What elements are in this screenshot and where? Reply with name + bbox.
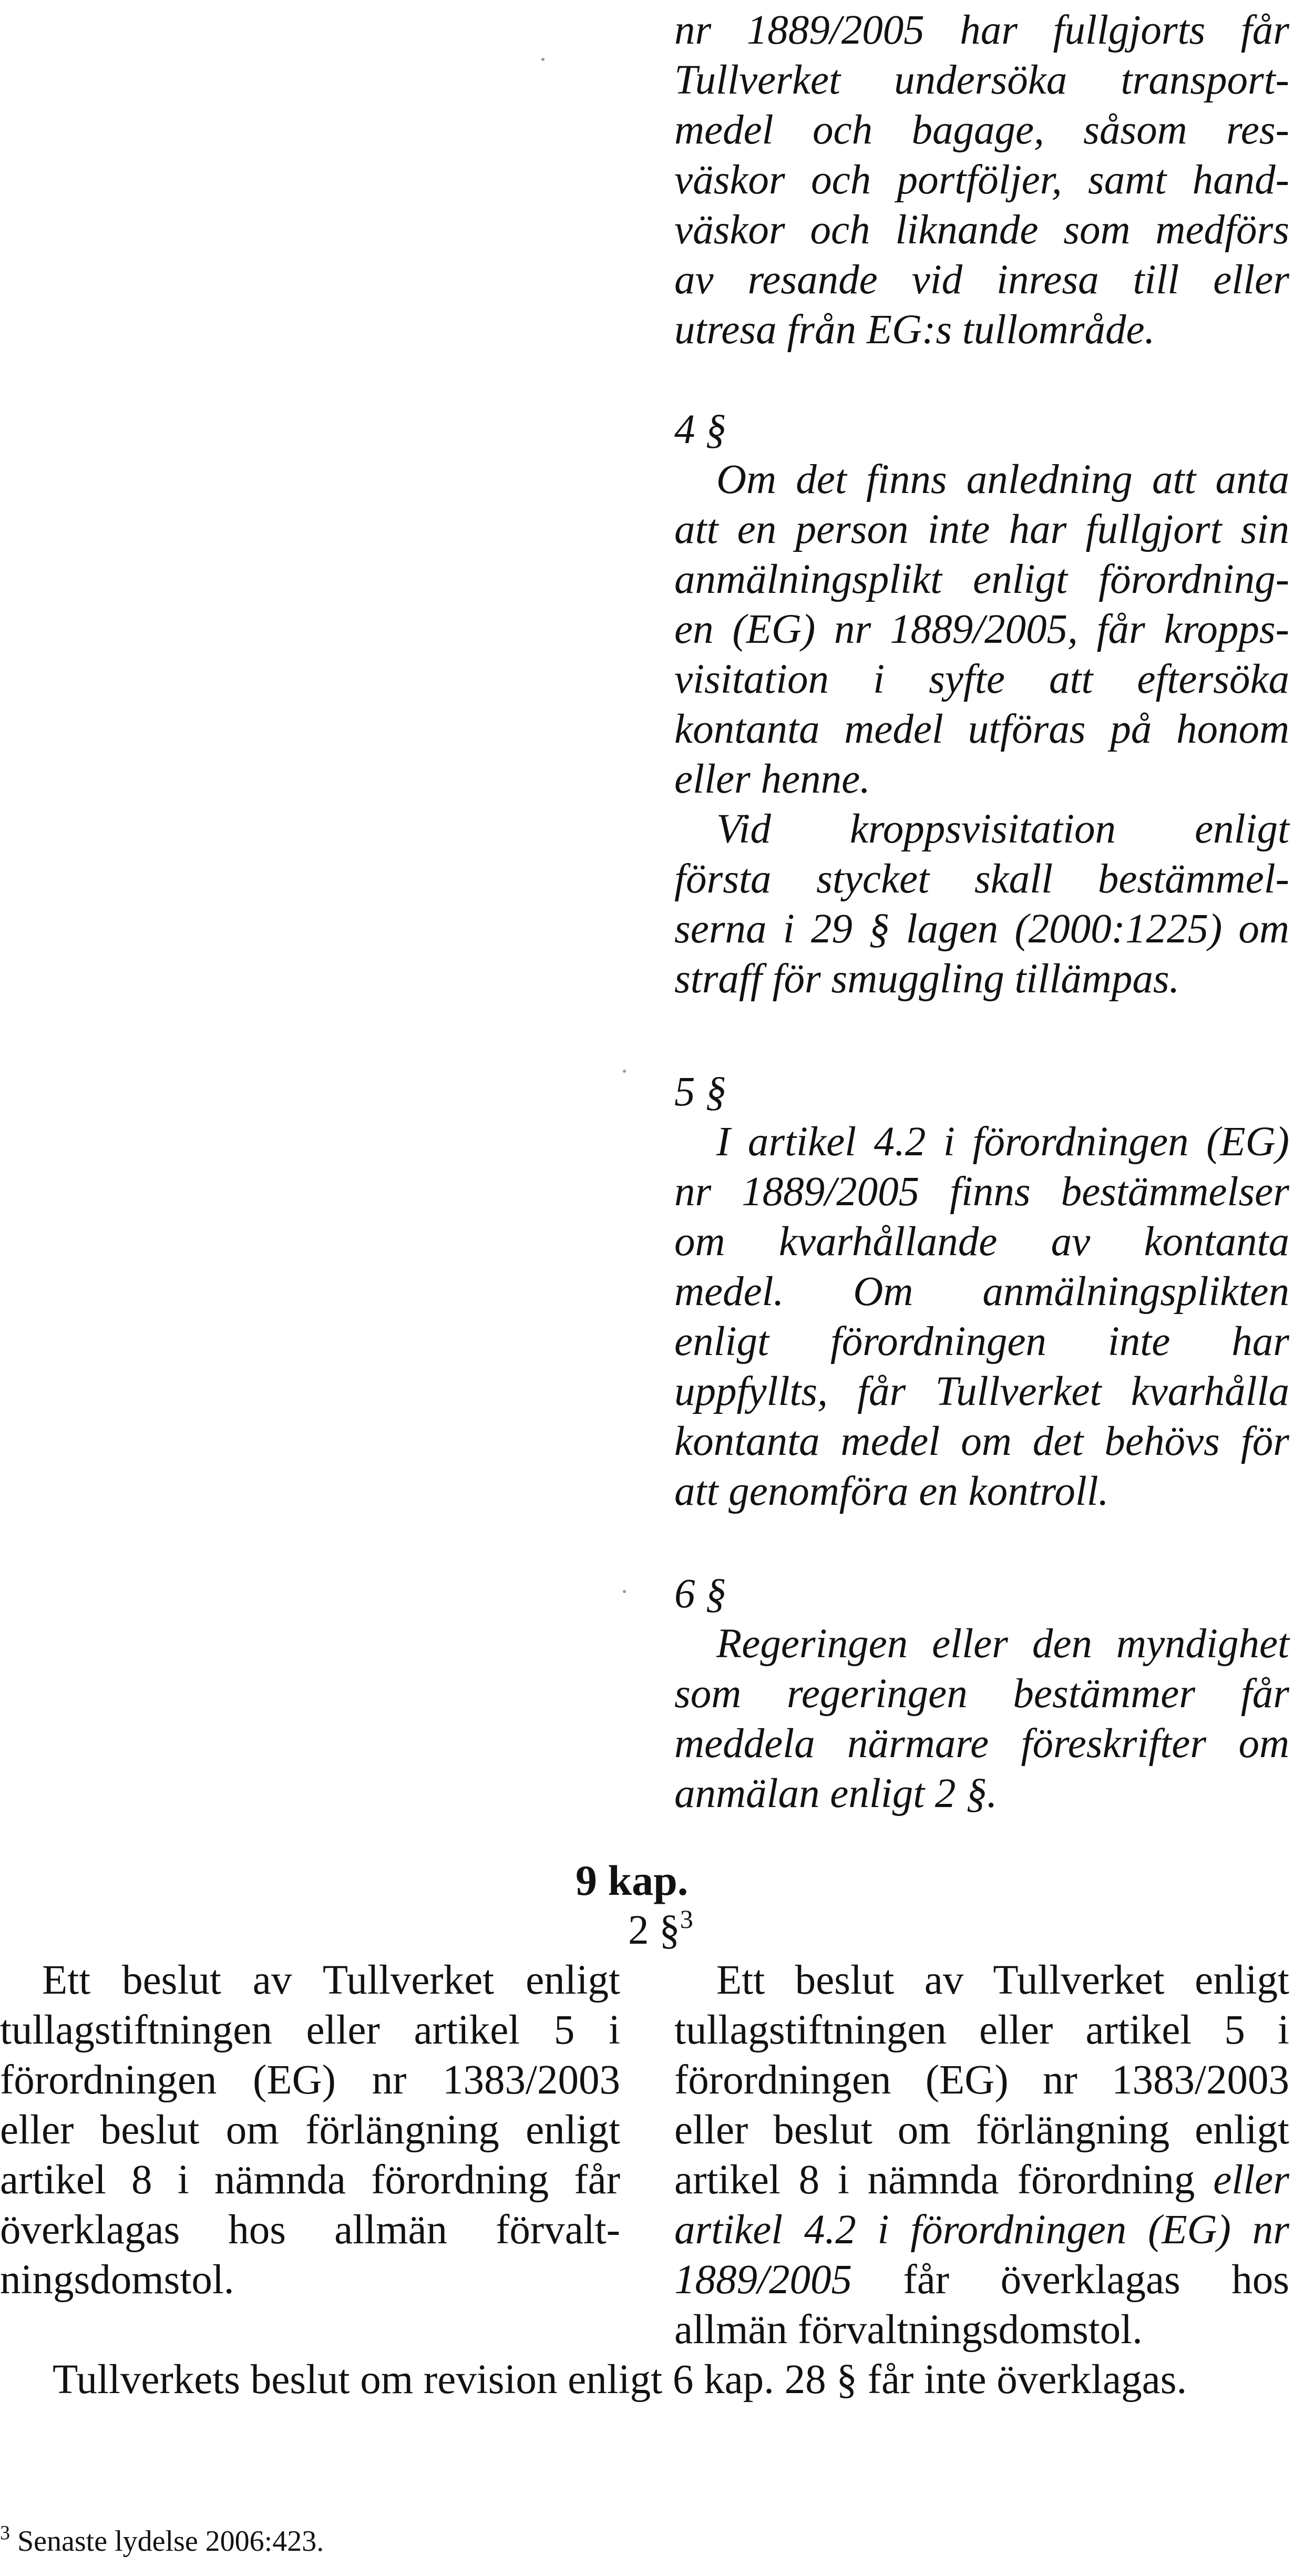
scan-speck [541,58,545,61]
text-line: enligt förordningen inte har [674,1319,1289,1364]
text-line: eller beslut om förlängning enligt [674,2107,1289,2153]
text-line: kontanta medel utföras på honom [674,706,1289,752]
text-line: kontanta medel om det behövs för [674,1419,1289,1464]
text-line: första stycket skall bestämmel- [674,856,1289,902]
footnote-number: 3 [0,2522,10,2544]
text-line: om kvarhållande av kontanta [674,1219,1289,1265]
text-line: att genomföra en kontroll. [674,1469,1109,1514]
text-line: utresa från EG:s tullområde. [674,307,1155,353]
text-line: eller henne. [674,756,870,802]
text-line: Ett beslut av Tullverket enligt [42,1957,620,2003]
footnote [0,2523,324,2560]
text-line: Vid kroppsvisitation enligt [716,806,1289,852]
section-4-body [674,455,1289,1004]
section-2-heading [628,1905,693,1955]
section-4-heading: 4 § [674,407,726,453]
text-line: förordningen (EG) nr 1383/2003 [0,2057,620,2103]
text-line: nr 1889/2005 har fullgjorts får [674,7,1289,53]
text-line: Tullverket undersöka transport- [674,57,1289,103]
text-segment-italic: 1889/2005 [674,2257,852,2303]
text-line: att en person inte har fullgjort sin [674,507,1289,552]
footnote-text: Senaste lydelse 2006:423. [17,2525,324,2558]
text-line: Regeringen eller den myndighet [716,1621,1289,1667]
text-line: anmälan enligt 2 §. [674,1771,998,1816]
text-line: medel och bagage, såsom res- [674,107,1289,153]
text-line: visitation i syfte att eftersöka [674,656,1289,702]
text-line: som regeringen bestämmer får [674,1671,1289,1717]
footnote-reference: 3 [680,1904,693,1934]
scan-speck [623,1070,626,1073]
text-line: I artikel 4.2 i förordningen (EG) [716,1119,1289,1165]
text-line: Om det finns anledning att anta [716,457,1289,502]
text-line: meddela närmare föreskrifter om [674,1721,1289,1767]
text-segment: får överklagas hos [851,2257,1289,2303]
chapter-9-heading: 9 kap. [576,1856,689,1904]
text-line: ningsdomstol. [0,2257,234,2303]
text-line [674,2155,1289,2205]
text-line: väskor och liknande som medförs [674,207,1289,253]
text-line: medel. Om anmälningsplikten [674,1269,1289,1315]
section-2-label: 2 § [628,1907,680,1953]
section-5-heading: 5 § [674,1069,726,1115]
section-6-body [674,1619,1289,1819]
section-6-heading: 6 § [674,1571,726,1617]
continuation-paragraph [674,5,1289,355]
text-segment-italic: eller [1213,2157,1289,2203]
text-line: av resande vid inresa till eller [674,257,1289,303]
text-line: en (EG) nr 1889/2005, får kropps- [674,607,1289,652]
text-line: allmän förvaltningsdomstol. [674,2307,1143,2353]
text-line: Ett beslut av Tullverket enligt [716,1957,1289,2003]
text-line: artikel 4.2 i förordningen (EG) nr [674,2207,1289,2253]
text-line: straff för smuggling tillämpas. [674,956,1180,1002]
section-5-body [674,1117,1289,1516]
text-line: artikel 8 i nämnda förordning får [0,2157,620,2203]
chapter-9-left-column [0,1955,620,2305]
text-line: förordningen (EG) nr 1383/2003 [674,2057,1289,2103]
text-line: eller beslut om förlängning enligt [0,2107,620,2153]
text-line: överklagas hos allmän förvalt- [0,2207,620,2253]
text-line: tullagstiftningen eller artikel 5 i [0,2007,620,2053]
scan-speck [623,1590,626,1593]
text-line [674,2255,1289,2305]
chapter-9-right-column [674,1955,1289,2355]
text-line: anmälningsplikt enligt förordning- [674,557,1289,602]
text-line: uppfyllts, får Tullverket kvarhålla [674,1369,1289,1414]
text-line: tullagstiftningen eller artikel 5 i [674,2007,1289,2053]
text-segment: artikel 8 i nämnda förordning [674,2157,1214,2203]
full-width-paragraph: Tullverkets beslut om revision enligt 6 kap. 28 § får inte överklagas. [53,2357,1187,2403]
text-line: nr 1889/2005 finns bestämmelser [674,1169,1289,1215]
text-line: serna i 29 § lagen (2000:1225) om [674,906,1289,952]
text-line: väskor och portföljer, samt hand- [674,157,1289,203]
